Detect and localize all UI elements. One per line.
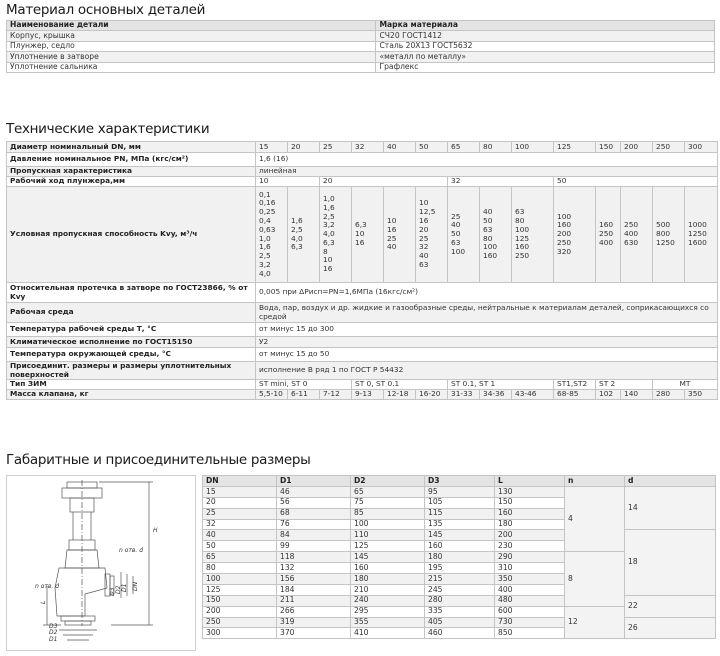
table-cell: 145 bbox=[351, 552, 425, 563]
drawing-label: D2 bbox=[49, 629, 58, 636]
table-cell: Уплотнение в затворе bbox=[7, 52, 376, 62]
table-row bbox=[7, 62, 715, 72]
table-cell: 335 bbox=[425, 606, 495, 617]
pn-row bbox=[7, 153, 718, 167]
mass-value: 43-46 bbox=[512, 390, 554, 400]
temp-row bbox=[7, 323, 718, 337]
stroke-value: 50 bbox=[554, 177, 718, 187]
column-header: D1 bbox=[277, 476, 351, 487]
kvy-value: 100 160 200 250 320 bbox=[554, 187, 596, 283]
table-cell: 280 bbox=[425, 595, 495, 606]
table-cell: 300 bbox=[203, 628, 277, 639]
table-cell: 65 bbox=[203, 552, 277, 563]
kvy-value: 1,0 1,6 2,5 3,2 4,0 6,3 8 10 16 bbox=[320, 187, 352, 283]
valve-drawing-svg bbox=[7, 476, 195, 650]
stroke-value: 20 bbox=[320, 177, 448, 187]
temp-value: от минус 15 до 300 bbox=[256, 323, 718, 337]
table-cell: 32 bbox=[203, 519, 277, 530]
table-cell: 405 bbox=[425, 617, 495, 628]
table-cell: 180 bbox=[495, 519, 565, 530]
table-cell: 211 bbox=[277, 595, 351, 606]
table-cell: 76 bbox=[277, 519, 351, 530]
climate-label: Климатическое исполнение по ГОСТ15150 bbox=[7, 337, 256, 348]
zim-value: ST mini, ST 0 bbox=[256, 380, 352, 390]
table-cell: 210 bbox=[351, 584, 425, 595]
kvy-value: 40 50 63 80 100 160 bbox=[480, 187, 512, 283]
table-cell: 135 bbox=[425, 519, 495, 530]
column-header: DN bbox=[203, 476, 277, 487]
drawing-label: H bbox=[153, 527, 158, 534]
table-cell: 99 bbox=[277, 541, 351, 552]
table-cell: 180 bbox=[351, 574, 425, 585]
zim-row bbox=[7, 380, 718, 390]
column-header: D3 bbox=[425, 476, 495, 487]
leak-label: Относительная протечка в затворе по ГОСТ23866, % от Kvy bbox=[7, 283, 256, 303]
drawing-label: D1 bbox=[49, 636, 58, 643]
mass-value: 34-36 bbox=[480, 390, 512, 400]
table-cell: СЧ20 ГОСТ1412 bbox=[376, 31, 715, 41]
dn-value: 250 bbox=[653, 142, 685, 153]
table-cell: 160 bbox=[425, 541, 495, 552]
table-cell: 150 bbox=[203, 595, 277, 606]
section-title-specs: Технические характеристики bbox=[6, 121, 210, 137]
ambient-value: от минус 15 до 50 bbox=[256, 348, 718, 362]
table-cell: 319 bbox=[277, 617, 351, 628]
dn-value: 100 bbox=[512, 142, 554, 153]
column-header: D2 bbox=[351, 476, 425, 487]
column-header: Наименование детали bbox=[7, 21, 376, 31]
table-cell: «металл по металлу» bbox=[376, 52, 715, 62]
n-value: 8 bbox=[565, 552, 625, 606]
ambient-row bbox=[7, 348, 718, 362]
dn-row bbox=[7, 142, 718, 153]
characteristic-label: Пропускная характеристика bbox=[7, 167, 256, 177]
kvy-value: 6,3 10 16 bbox=[352, 187, 384, 283]
dn-value: 25 bbox=[320, 142, 352, 153]
kvy-value: 63 80 100 125 160 250 bbox=[512, 187, 554, 283]
mass-value: 12-18 bbox=[384, 390, 416, 400]
mass-value: 140 bbox=[621, 390, 653, 400]
table-row bbox=[7, 41, 715, 51]
table-cell: 68 bbox=[277, 508, 351, 519]
zim-value: MT bbox=[653, 380, 718, 390]
climate-row bbox=[7, 337, 718, 348]
table-cell: 230 bbox=[495, 541, 565, 552]
mass-value: 350 bbox=[685, 390, 718, 400]
table-cell: 95 bbox=[425, 486, 495, 497]
table-cell: 215 bbox=[425, 574, 495, 585]
table-cell: 180 bbox=[425, 552, 495, 563]
kvy-value: 500 800 1250 bbox=[653, 187, 685, 283]
table-cell: Уплотнение сальника bbox=[7, 62, 376, 72]
drawing-label: D3 bbox=[109, 587, 116, 596]
table-header-row bbox=[7, 21, 715, 31]
kvy-value: 1,6 2,5 4,0 6,3 bbox=[288, 187, 320, 283]
kvy-value: 250 400 630 bbox=[621, 187, 653, 283]
table-cell: 85 bbox=[351, 508, 425, 519]
table-cell: 355 bbox=[351, 617, 425, 628]
dn-value: 15 bbox=[256, 142, 288, 153]
table-cell: 125 bbox=[351, 541, 425, 552]
dn-value: 200 bbox=[621, 142, 653, 153]
table-cell: 56 bbox=[277, 497, 351, 508]
dn-value: 32 bbox=[352, 142, 384, 153]
connection-label: Присоединит. размеры и размеры уплотнительных поверхностей bbox=[7, 362, 256, 380]
table-cell: 400 bbox=[495, 584, 565, 595]
table-cell: Корпус, крышка bbox=[7, 31, 376, 41]
table-cell: 25 bbox=[203, 508, 277, 519]
column-header: L bbox=[495, 476, 565, 487]
column-header: Марка материала bbox=[376, 21, 715, 31]
table-cell: Графлекс bbox=[376, 62, 715, 72]
table-cell: 40 bbox=[203, 530, 277, 541]
stroke-label: Рабочий ход плунжера,мм bbox=[7, 177, 256, 187]
n-value: 12 bbox=[565, 606, 625, 639]
table-cell: 295 bbox=[351, 606, 425, 617]
table-cell: 240 bbox=[351, 595, 425, 606]
leak-value: 0,005 при ΔPисп=PN=1,6МПа (16кгс/см²) bbox=[256, 283, 718, 303]
mass-value: 31-33 bbox=[448, 390, 480, 400]
characteristic-row bbox=[7, 167, 718, 177]
table-cell: 80 bbox=[203, 563, 277, 574]
dn-value: 40 bbox=[384, 142, 416, 153]
drawing-label: D3 bbox=[49, 623, 58, 630]
mass-value: 6-11 bbox=[288, 390, 320, 400]
valve-body bbox=[55, 568, 107, 616]
table-cell: 75 bbox=[351, 497, 425, 508]
table-cell: 125 bbox=[203, 584, 277, 595]
d-value: 22 bbox=[625, 595, 716, 617]
table-cell: 115 bbox=[425, 508, 495, 519]
characteristic-value: линейная bbox=[256, 167, 718, 177]
table-cell: 200 bbox=[203, 606, 277, 617]
table-cell: 156 bbox=[277, 574, 351, 585]
table-row bbox=[203, 486, 716, 497]
zim-value: ST1,ST2 bbox=[554, 380, 596, 390]
dn-value: 80 bbox=[480, 142, 512, 153]
table-cell: 100 bbox=[351, 519, 425, 530]
table-cell: 730 bbox=[495, 617, 565, 628]
table-row bbox=[203, 595, 716, 606]
table-cell: 84 bbox=[277, 530, 351, 541]
pn-label: Давление номинальное PN, МПа (кгс/см²) bbox=[7, 153, 256, 167]
zim-label: Тип ЗИМ bbox=[7, 380, 256, 390]
connection-row bbox=[7, 362, 718, 380]
specs-table bbox=[6, 141, 718, 400]
table-cell: Сталь 20Х13 ГОСТ5632 bbox=[376, 41, 715, 51]
kvy-value: 25 40 50 63 100 bbox=[448, 187, 480, 283]
table-cell: 245 bbox=[425, 584, 495, 595]
valve-drawing bbox=[6, 475, 196, 651]
table-cell: 110 bbox=[351, 530, 425, 541]
table-cell: 130 bbox=[495, 486, 565, 497]
connection-value: исполнение В ряд 1 по ГОСТ Р 54432 bbox=[256, 362, 718, 380]
medium-value: Вода, пар, воздух и др. жидкие и газообразные среды, нейтральные к материалам деталей, соприкасающихся со средой bbox=[256, 303, 718, 323]
table-cell: Плунжер, седло bbox=[7, 41, 376, 51]
table-row bbox=[7, 31, 715, 41]
table-header-row bbox=[203, 476, 716, 487]
table-cell: 184 bbox=[277, 584, 351, 595]
stroke-value: 10 bbox=[256, 177, 320, 187]
table-cell: 370 bbox=[277, 628, 351, 639]
climate-value: У2 bbox=[256, 337, 718, 348]
column-header: n bbox=[565, 476, 625, 487]
table-cell: 850 bbox=[495, 628, 565, 639]
table-cell: 50 bbox=[203, 541, 277, 552]
table-cell: 350 bbox=[495, 574, 565, 585]
zim-value: ST 0.1, ST 1 bbox=[448, 380, 554, 390]
table-cell: 290 bbox=[495, 552, 565, 563]
kvy-value: 1000 1250 1600 bbox=[685, 187, 718, 283]
table-row bbox=[203, 617, 716, 628]
kvy-value: 0,1 0,16 0,25 0,4 0,63 1,0 1,6 2,5 3,2 4,0 bbox=[256, 187, 288, 283]
ambient-label: Температура окружающей среды, °С bbox=[7, 348, 256, 362]
medium-row bbox=[7, 303, 718, 323]
dn-value: 65 bbox=[448, 142, 480, 153]
dn-value: 50 bbox=[416, 142, 448, 153]
table-cell: 250 bbox=[203, 617, 277, 628]
drawing-label: n отв. d bbox=[119, 547, 144, 554]
column-header: d bbox=[625, 476, 716, 487]
table-row bbox=[7, 52, 715, 62]
table-cell: 266 bbox=[277, 606, 351, 617]
mass-value: 16-20 bbox=[416, 390, 448, 400]
table-cell: 460 bbox=[425, 628, 495, 639]
d-value: 26 bbox=[625, 617, 716, 639]
table-cell: 480 bbox=[495, 595, 565, 606]
dimensions-table bbox=[202, 475, 716, 639]
mass-row bbox=[7, 390, 718, 400]
mass-value: 102 bbox=[596, 390, 621, 400]
leak-row bbox=[7, 283, 718, 303]
table-cell: 145 bbox=[425, 530, 495, 541]
drawing-label: D2 bbox=[115, 585, 122, 594]
dn-value: 300 bbox=[685, 142, 718, 153]
table-cell: 310 bbox=[495, 563, 565, 574]
kvy-label: Условная пропускная способность Kvy, м³/ч bbox=[7, 187, 256, 283]
drawing-label: n отв. d bbox=[35, 583, 60, 590]
pn-value: 1,6 (16) bbox=[256, 153, 718, 167]
table-cell: 160 bbox=[495, 508, 565, 519]
section-title-dimensions: Габаритные и присоединительные размеры bbox=[6, 452, 311, 468]
kvy-value: 10 16 25 40 bbox=[384, 187, 416, 283]
table-cell: 118 bbox=[277, 552, 351, 563]
stroke-row bbox=[7, 177, 718, 187]
bottom-flange bbox=[61, 616, 95, 621]
dn-label: Диаметр номинальный DN, мм bbox=[7, 142, 256, 153]
table-row bbox=[203, 530, 716, 541]
table-cell: 46 bbox=[277, 486, 351, 497]
stroke-value: 32 bbox=[448, 177, 554, 187]
dn-value: 125 bbox=[554, 142, 596, 153]
mass-value: 280 bbox=[653, 390, 685, 400]
table-cell: 20 bbox=[203, 497, 277, 508]
zim-value: ST 2 bbox=[596, 380, 653, 390]
table-cell: 160 bbox=[351, 563, 425, 574]
temp-label: Температура рабочей среды Т, °С bbox=[7, 323, 256, 337]
medium-label: Рабочая среда bbox=[7, 303, 256, 323]
table-cell: 105 bbox=[425, 497, 495, 508]
drawing-label: DN bbox=[132, 581, 139, 591]
dn-value: 150 bbox=[596, 142, 621, 153]
zim-value: ST 0, ST 0.1 bbox=[352, 380, 448, 390]
table-cell: 100 bbox=[203, 574, 277, 585]
dn-value: 20 bbox=[288, 142, 320, 153]
table-cell: 15 bbox=[203, 486, 277, 497]
table-cell: 410 bbox=[351, 628, 425, 639]
materials-table bbox=[6, 20, 715, 73]
mass-value: 7-12 bbox=[320, 390, 352, 400]
kvy-value: 10 12,5 16 20 25 32 40 63 bbox=[416, 187, 448, 283]
mass-value: 9-13 bbox=[352, 390, 384, 400]
table-cell: 65 bbox=[351, 486, 425, 497]
section-title-materials: Материал основных деталей bbox=[6, 2, 206, 18]
bottom-flange-face bbox=[65, 621, 91, 625]
table-cell: 195 bbox=[425, 563, 495, 574]
d-value: 18 bbox=[625, 530, 716, 595]
mass-value: 68-85 bbox=[554, 390, 596, 400]
d-value: 14 bbox=[625, 486, 716, 530]
table-cell: 150 bbox=[495, 497, 565, 508]
table-cell: 132 bbox=[277, 563, 351, 574]
kvy-row bbox=[7, 187, 718, 283]
table-cell: 200 bbox=[495, 530, 565, 541]
table-cell: 600 bbox=[495, 606, 565, 617]
mass-value: 5,5-10 bbox=[256, 390, 288, 400]
drawing-label: L bbox=[40, 600, 47, 604]
drawing-label: D1 bbox=[121, 583, 128, 592]
kvy-value: 160 250 400 bbox=[596, 187, 621, 283]
n-value: 4 bbox=[565, 486, 625, 551]
mass-label: Масса клапана, кг bbox=[7, 390, 256, 400]
